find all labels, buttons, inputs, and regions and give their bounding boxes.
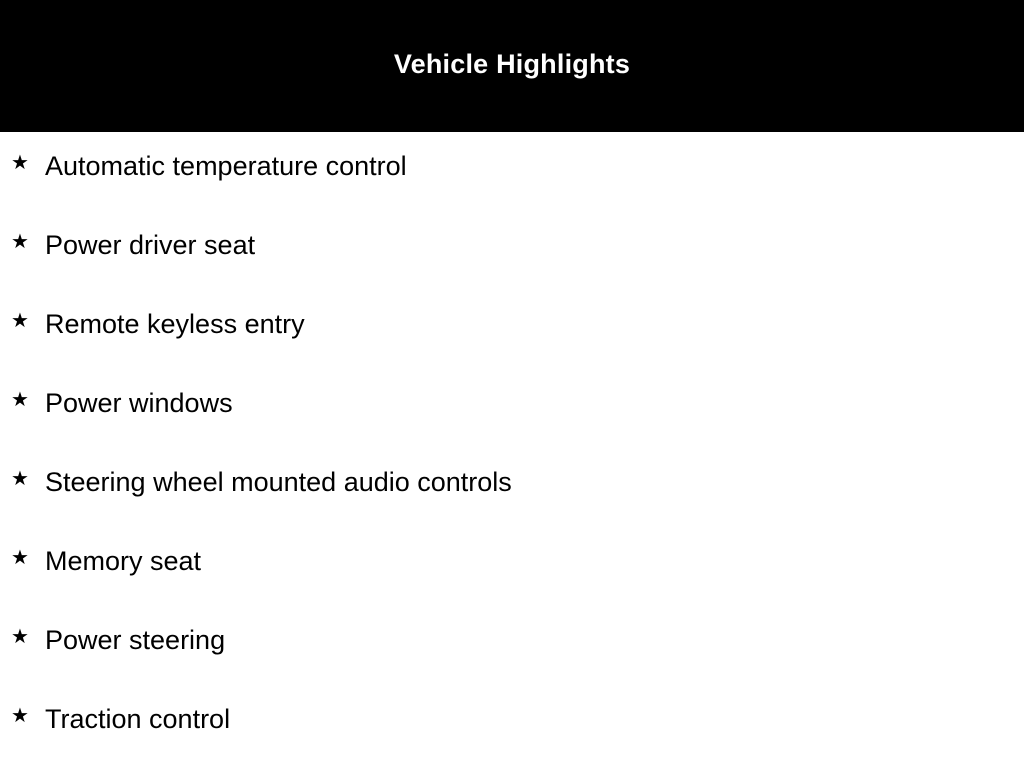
list-item-label: Automatic temperature control xyxy=(45,151,407,181)
star-icon: ★ xyxy=(11,626,29,648)
star-icon: ★ xyxy=(11,547,29,569)
star-icon: ★ xyxy=(11,705,29,727)
star-icon: ★ xyxy=(11,231,29,253)
list-item xyxy=(0,369,1024,448)
header-banner xyxy=(0,0,1024,132)
list-item-label: Power windows xyxy=(45,388,233,418)
list-item xyxy=(0,448,1024,527)
page-title: Vehicle Highlights xyxy=(393,48,631,79)
highlights-list xyxy=(0,132,1024,764)
list-item-label: Steering wheel mounted audio controls xyxy=(45,467,512,497)
list-item-label: Power steering xyxy=(45,625,226,655)
list-item xyxy=(0,527,1024,606)
star-icon: ★ xyxy=(11,152,29,174)
list-item xyxy=(0,132,1024,211)
list-item xyxy=(0,211,1024,290)
list-item-label: Power driver seat xyxy=(45,230,256,260)
star-icon: ★ xyxy=(11,468,29,490)
list-item xyxy=(0,290,1024,369)
star-icon: ★ xyxy=(11,310,29,332)
star-icon: ★ xyxy=(11,389,29,411)
list-item xyxy=(0,685,1024,764)
list-item-label: Traction control xyxy=(45,704,231,734)
list-item xyxy=(0,606,1024,685)
list-item-label: Memory seat xyxy=(45,546,202,576)
list-item-label: Remote keyless entry xyxy=(45,309,305,339)
